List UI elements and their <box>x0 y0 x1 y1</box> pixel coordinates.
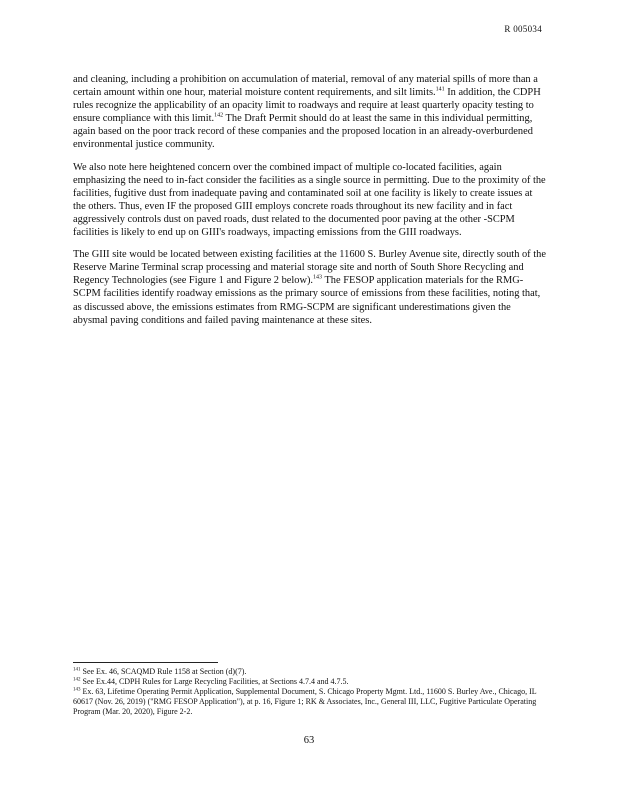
footnote-number: 141 <box>73 667 81 673</box>
footnote-141 <box>73 667 546 677</box>
body-text <box>73 73 546 336</box>
paragraph-text: and cleaning, including a prohibition on accumulation of material, removal of any material spills of more than a certain amount within one hour, material moisture content requirements, and silt limits. <box>73 74 538 99</box>
footnote-142 <box>73 677 546 687</box>
footnote-ref: 142 <box>214 112 224 119</box>
paragraph-text: The FESOP application materials for the RMG-SCPM facilities identify roadway emissions as the primary source of emissions from these facilities, noting that, as discussed above, the emissions estimates from RMG-SCPM are significant underestimations given the abysmal paving conditions and failed paving maintenance at these sites. <box>73 275 541 326</box>
footnote-143 <box>73 687 546 717</box>
paragraph-1 <box>73 73 546 152</box>
paragraph-2 <box>73 161 546 240</box>
paragraph-text: The Draft Permit should do at least the same in this individual permitting, again based on the poor track record of these companies and the proposed location in an already-overburdened environmental justice community. <box>73 113 533 151</box>
paragraph-3 <box>73 248 546 327</box>
document-id: R 005034 <box>504 24 542 34</box>
footnote-divider <box>73 662 218 663</box>
footnote-number: 143 <box>73 687 81 693</box>
footnotes <box>73 667 546 717</box>
footnote-text: Ex. 63, Lifetime Operating Permit Application, Supplemental Document, S. Chicago Property Mgmt. Ltd., 11600 S. Burley Ave., Chicago, IL 60617 (Nov. 26, 2019) ("RMG FESOP Application"), at p. 16, Figure 1; RK & Associates, Inc., General III, LLC, Fugitive Particulate Operating Program (Mar. 20, 2020), Figure 2-2. <box>73 687 537 716</box>
footnote-ref: 141 <box>435 86 445 93</box>
paragraph-text: The GIII site would be located between existing facilities at the 11600 S. Burley Avenue site, directly south of the Reserve Marine Terminal scrap processing and material storage site and north of South Shore Recycling and Regency Technologies (see Figure 1 and Figure 2 below). <box>73 249 546 287</box>
paragraph-text: We also note here heightened concern over the combined impact of multiple co-located facilities, again emphasizing the need to in-fact consider the facilities as a single source in permitting. Due to the proximity of the facilities, fugitive dust from inadequate paving and contaminated soil at one facility is likely to create issues at the others. Thus, even IF the proposed GIII employs concrete roads throughout its new facility and in fact aggressively controls dust on paved roads, dust related to the documented poor paving at the other -SCPM facilities is likely to end up on GIII's roadways, impacting emissions from the GIII roadways. <box>73 161 546 239</box>
page-number: 63 <box>303 735 315 746</box>
footnote-number: 142 <box>73 677 81 683</box>
paragraph-text: In addition, the CDPH rules recognize the applicability of an opacity limit to roadways and require at least quarterly opacity testing to ensure compliance with this limit. <box>73 87 541 125</box>
footnote-text: See Ex.44, CDPH Rules for Large Recycling Facilities, at Sections 4.7.4 and 4.7.5. <box>80 677 349 686</box>
footnote-text: See Ex. 46, SCAQMD Rule 1158 at Section (d)(7). <box>80 667 247 676</box>
footnote-ref: 143 <box>313 274 323 281</box>
